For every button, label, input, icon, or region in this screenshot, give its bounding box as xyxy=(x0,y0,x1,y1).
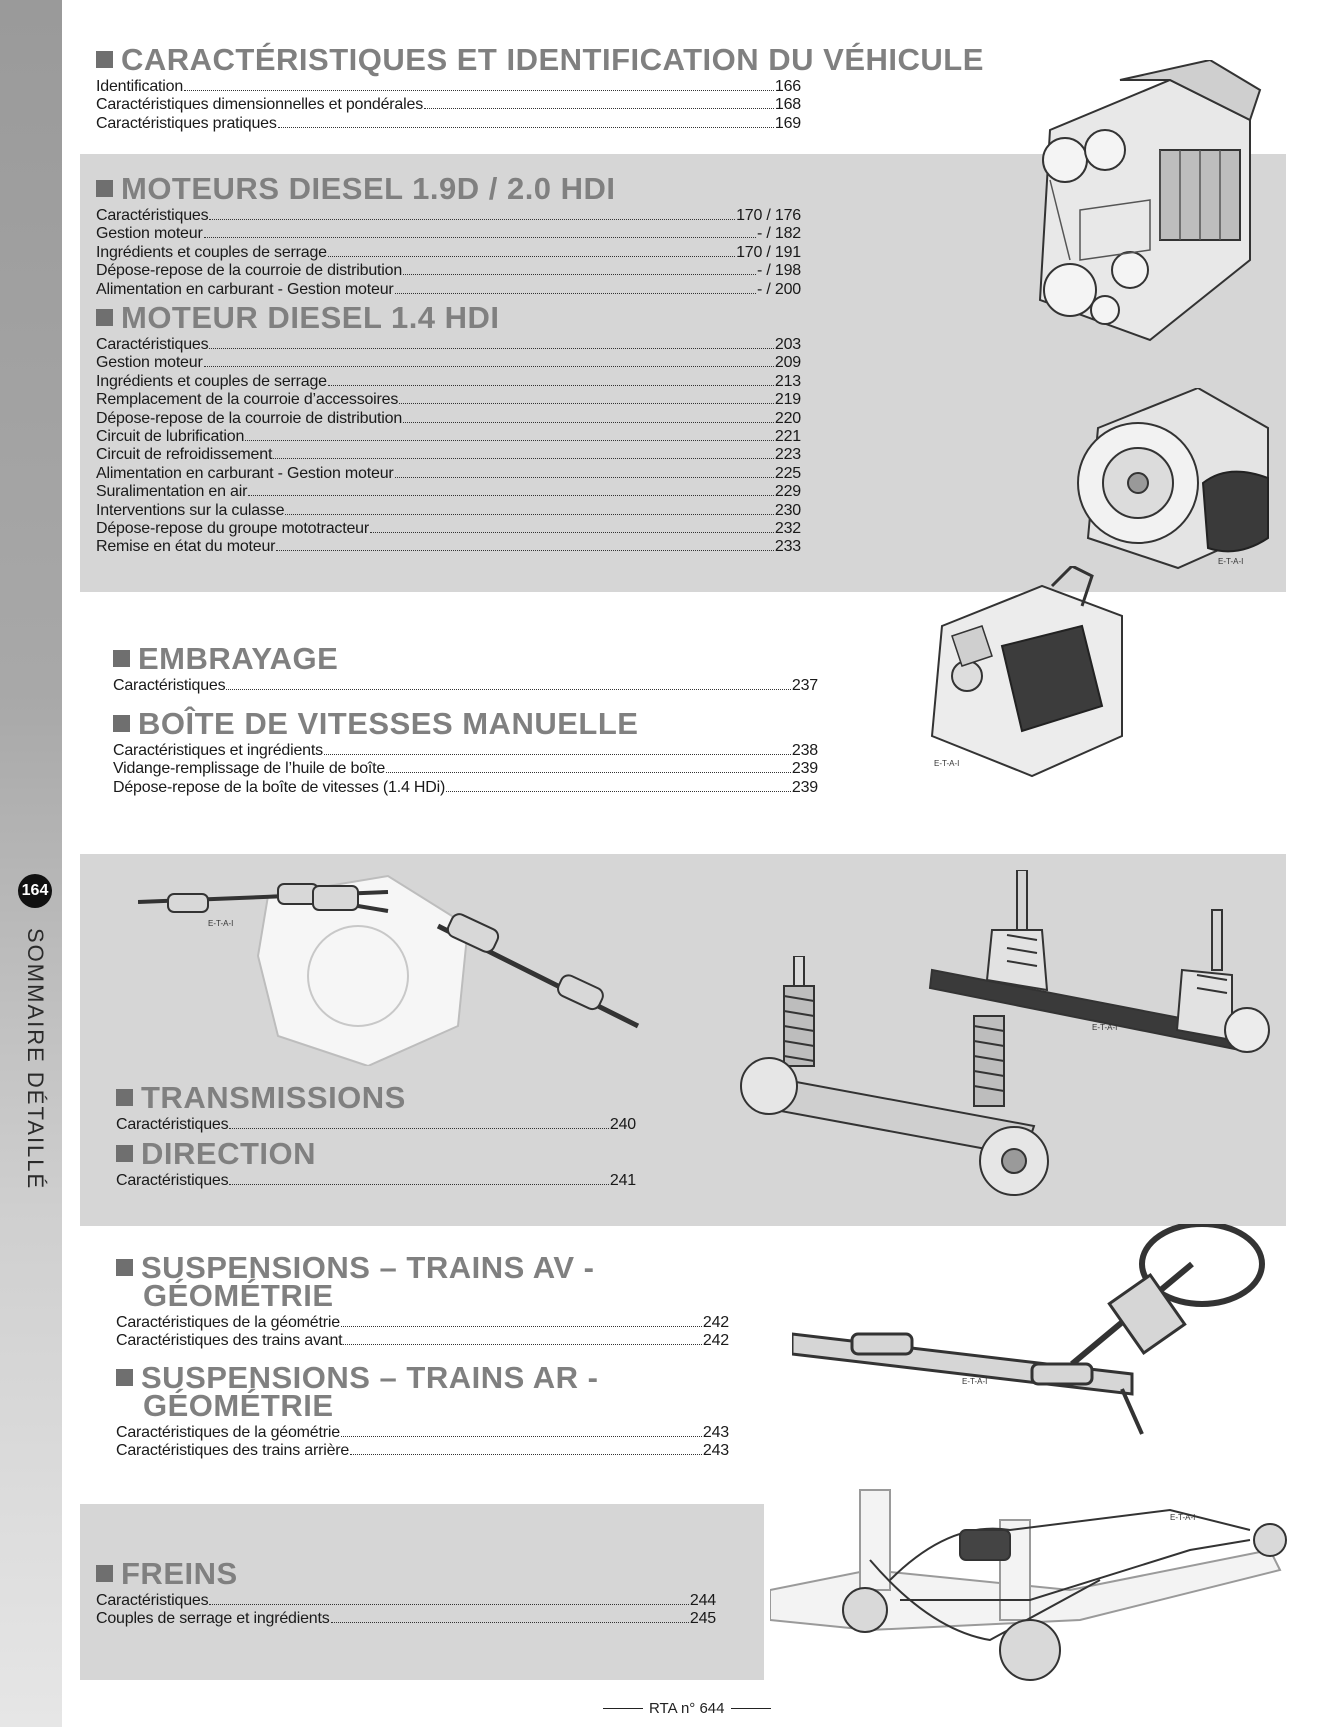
toc-item[interactable]: Caractéristiques 241 xyxy=(116,1172,636,1189)
square-bullet-icon xyxy=(96,51,113,68)
section-transmissions xyxy=(116,1080,636,1134)
toc-item[interactable]: Dépose-repose de la courroie de distribution - / 198 xyxy=(96,262,801,280)
toc-item[interactable]: Caractéristiques 237 xyxy=(113,677,818,694)
side-title: SOMMAIRE DÉTAILLÉ xyxy=(23,928,48,1191)
section-boite-vitesses xyxy=(113,706,818,797)
clutch-illustration xyxy=(1068,388,1280,570)
section-diesel-19 xyxy=(96,171,801,299)
toc-item[interactable]: Vidange-remplissage de l’huile de boîte 239 xyxy=(113,760,818,778)
watermark-text: E-T-A-I xyxy=(1092,1023,1118,1032)
toc-item[interactable]: Alimentation en carburant - Gestion moteur 225 xyxy=(96,464,801,482)
section-title: TRANSMISSIONS xyxy=(116,1084,636,1112)
toc-item[interactable]: Caractéristiques et ingrédients 238 xyxy=(113,742,818,759)
section-title: SUSPENSIONS – TRAINS AR - GÉOMÉTRIE xyxy=(116,1364,729,1420)
toc-item[interactable]: Identification 166 xyxy=(96,78,801,95)
section-title: SUSPENSIONS – TRAINS AV - GÉOMÉTRIE xyxy=(116,1254,729,1310)
toc-item[interactable]: Circuit de lubrification 221 xyxy=(96,428,801,446)
section-title: CARACTÉRISTIQUES ET IDENTIFICATION DU VÉHICULE xyxy=(96,46,801,74)
section-title: DIRECTION xyxy=(116,1140,636,1168)
toc-item[interactable]: Dépose-repose de la courroie de distribution 220 xyxy=(96,409,801,427)
square-bullet-icon xyxy=(96,180,113,197)
toc-item[interactable]: Caractéristiques dimensionnelles et pondérales 168 xyxy=(96,96,801,114)
side-band xyxy=(0,0,62,1727)
toc-item[interactable]: Couples de serrage et ingrédients 245 xyxy=(96,1610,716,1628)
page-number-badge: 164 xyxy=(18,874,52,908)
section-title: MOTEUR DIESEL 1.4 HDI xyxy=(96,304,801,332)
section-suspensions-ar xyxy=(116,1360,729,1461)
square-bullet-icon xyxy=(116,1145,133,1162)
toc-item[interactable]: Caractéristiques 203 xyxy=(96,336,801,353)
toc-item[interactable]: Caractéristiques des trains avant 242 xyxy=(116,1332,729,1350)
footer: RTA n° 644 xyxy=(597,1700,777,1717)
square-bullet-icon xyxy=(116,1369,133,1386)
driveshafts-illustration xyxy=(138,866,648,1066)
rear-axle-illustration xyxy=(922,870,1272,1060)
section-title: MOTEURS DIESEL 1.9D / 2.0 HDI xyxy=(96,175,801,203)
watermark-text: E-T-A-I xyxy=(934,759,960,768)
square-bullet-icon xyxy=(116,1259,133,1276)
toc-item[interactable]: Suralimentation en air 229 xyxy=(96,483,801,501)
watermark-text: E-T-A-I xyxy=(962,1377,988,1386)
section-suspensions-av xyxy=(116,1250,729,1351)
toc-item[interactable]: Ingrédients et couples de serrage 170 / 191 xyxy=(96,243,801,261)
side-inner xyxy=(62,0,78,1727)
toc-item[interactable]: Caractéristiques de la géométrie 242 xyxy=(116,1314,729,1331)
toc-item[interactable]: Ingrédients et couples de serrage 213 xyxy=(96,372,801,390)
toc-item[interactable]: Alimentation en carburant - Gestion moteur - / 200 xyxy=(96,280,801,298)
section-identification xyxy=(96,42,984,133)
square-bullet-icon xyxy=(116,1089,133,1106)
toc-item[interactable]: Caractéristiques 244 xyxy=(96,1592,716,1609)
section-direction xyxy=(116,1136,636,1190)
toc-item[interactable]: Interventions sur la culasse 230 xyxy=(96,501,801,519)
brakes-illustration xyxy=(770,1480,1290,1688)
toc-item[interactable]: Caractéristiques 240 xyxy=(116,1116,636,1133)
toc-item[interactable]: Gestion moteur 209 xyxy=(96,354,801,372)
engine-illustration xyxy=(1010,60,1270,360)
square-bullet-icon xyxy=(96,1565,113,1582)
toc-item[interactable]: Caractéristiques de la géométrie 243 xyxy=(116,1424,729,1441)
toc-item[interactable]: Dépose-repose du groupe mototracteur 232 xyxy=(96,520,801,538)
toc-item[interactable]: Caractéristiques pratiques 169 xyxy=(96,114,801,132)
section-title: EMBRAYAGE xyxy=(113,645,818,673)
section-title: FREINS xyxy=(96,1560,716,1588)
square-bullet-icon xyxy=(96,309,113,326)
section-diesel-14 xyxy=(96,300,801,557)
toc-item[interactable]: Caractéristiques des trains arrière 243 xyxy=(116,1442,729,1460)
watermark-text: E-T-A-I xyxy=(1170,1513,1196,1522)
watermark-text: E-T-A-I xyxy=(208,919,234,928)
square-bullet-icon xyxy=(113,650,130,667)
section-title: BOÎTE DE VITESSES MANUELLE xyxy=(113,710,818,738)
toc-item[interactable]: Remise en état du moteur 233 xyxy=(96,538,801,556)
toc-item[interactable]: Circuit de refroidissement 223 xyxy=(96,446,801,464)
toc-item[interactable]: Dépose-repose de la boîte de vitesses (1.4 HDi) 239 xyxy=(113,778,818,796)
square-bullet-icon xyxy=(113,715,130,732)
gearbox-illustration xyxy=(922,566,1142,780)
steering-illustration xyxy=(792,1224,1286,1458)
section-freins xyxy=(96,1556,716,1629)
toc-item[interactable]: Caractéristiques 170 / 176 xyxy=(96,207,801,224)
section-embrayage xyxy=(113,641,818,695)
toc-item[interactable]: Remplacement de la courroie d’accessoires 219 xyxy=(96,391,801,409)
toc-item[interactable]: Gestion moteur - / 182 xyxy=(96,225,801,243)
watermark-text: E-T-A-I xyxy=(1218,557,1244,566)
